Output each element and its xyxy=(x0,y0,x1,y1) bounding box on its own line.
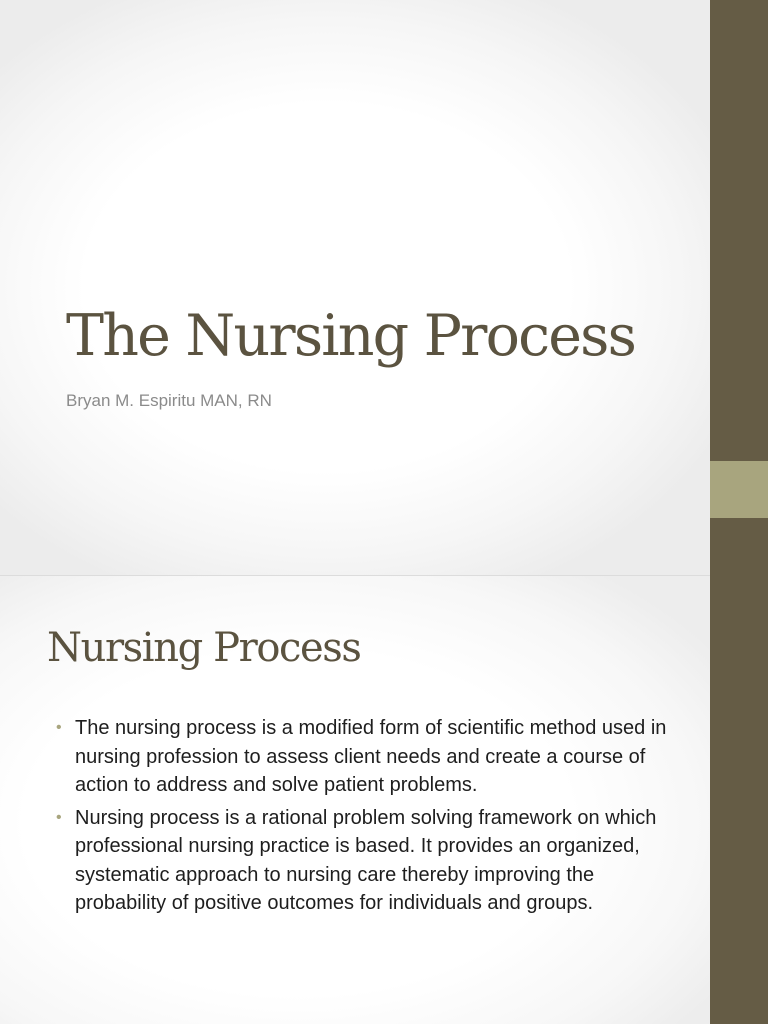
bullet-item xyxy=(54,804,674,918)
slide-subtitle-author: Bryan M. Espiritu MAN, RN xyxy=(66,391,272,410)
bullet-item xyxy=(54,714,674,800)
slide-title: The Nursing Process xyxy=(66,303,636,369)
sidebar-accent-block xyxy=(710,461,768,518)
bullet-text: Nursing process is a rational problem solving framework on which professional nursing practice is based. It provides an organized, systematic approach to nursing care thereby improving the probability of positive outcomes for individuals and groups. xyxy=(75,806,657,914)
bullet-dot-icon: • xyxy=(56,808,62,826)
bullet-text: The nursing process is a modified form of scientific method used in nursing profession to assess client needs and create a course of action to address and solve patient problems. xyxy=(75,717,667,796)
content-slide-heading: Nursing Process xyxy=(47,625,361,671)
bullet-dot-icon: • xyxy=(56,719,62,736)
bullet-list xyxy=(54,714,674,922)
